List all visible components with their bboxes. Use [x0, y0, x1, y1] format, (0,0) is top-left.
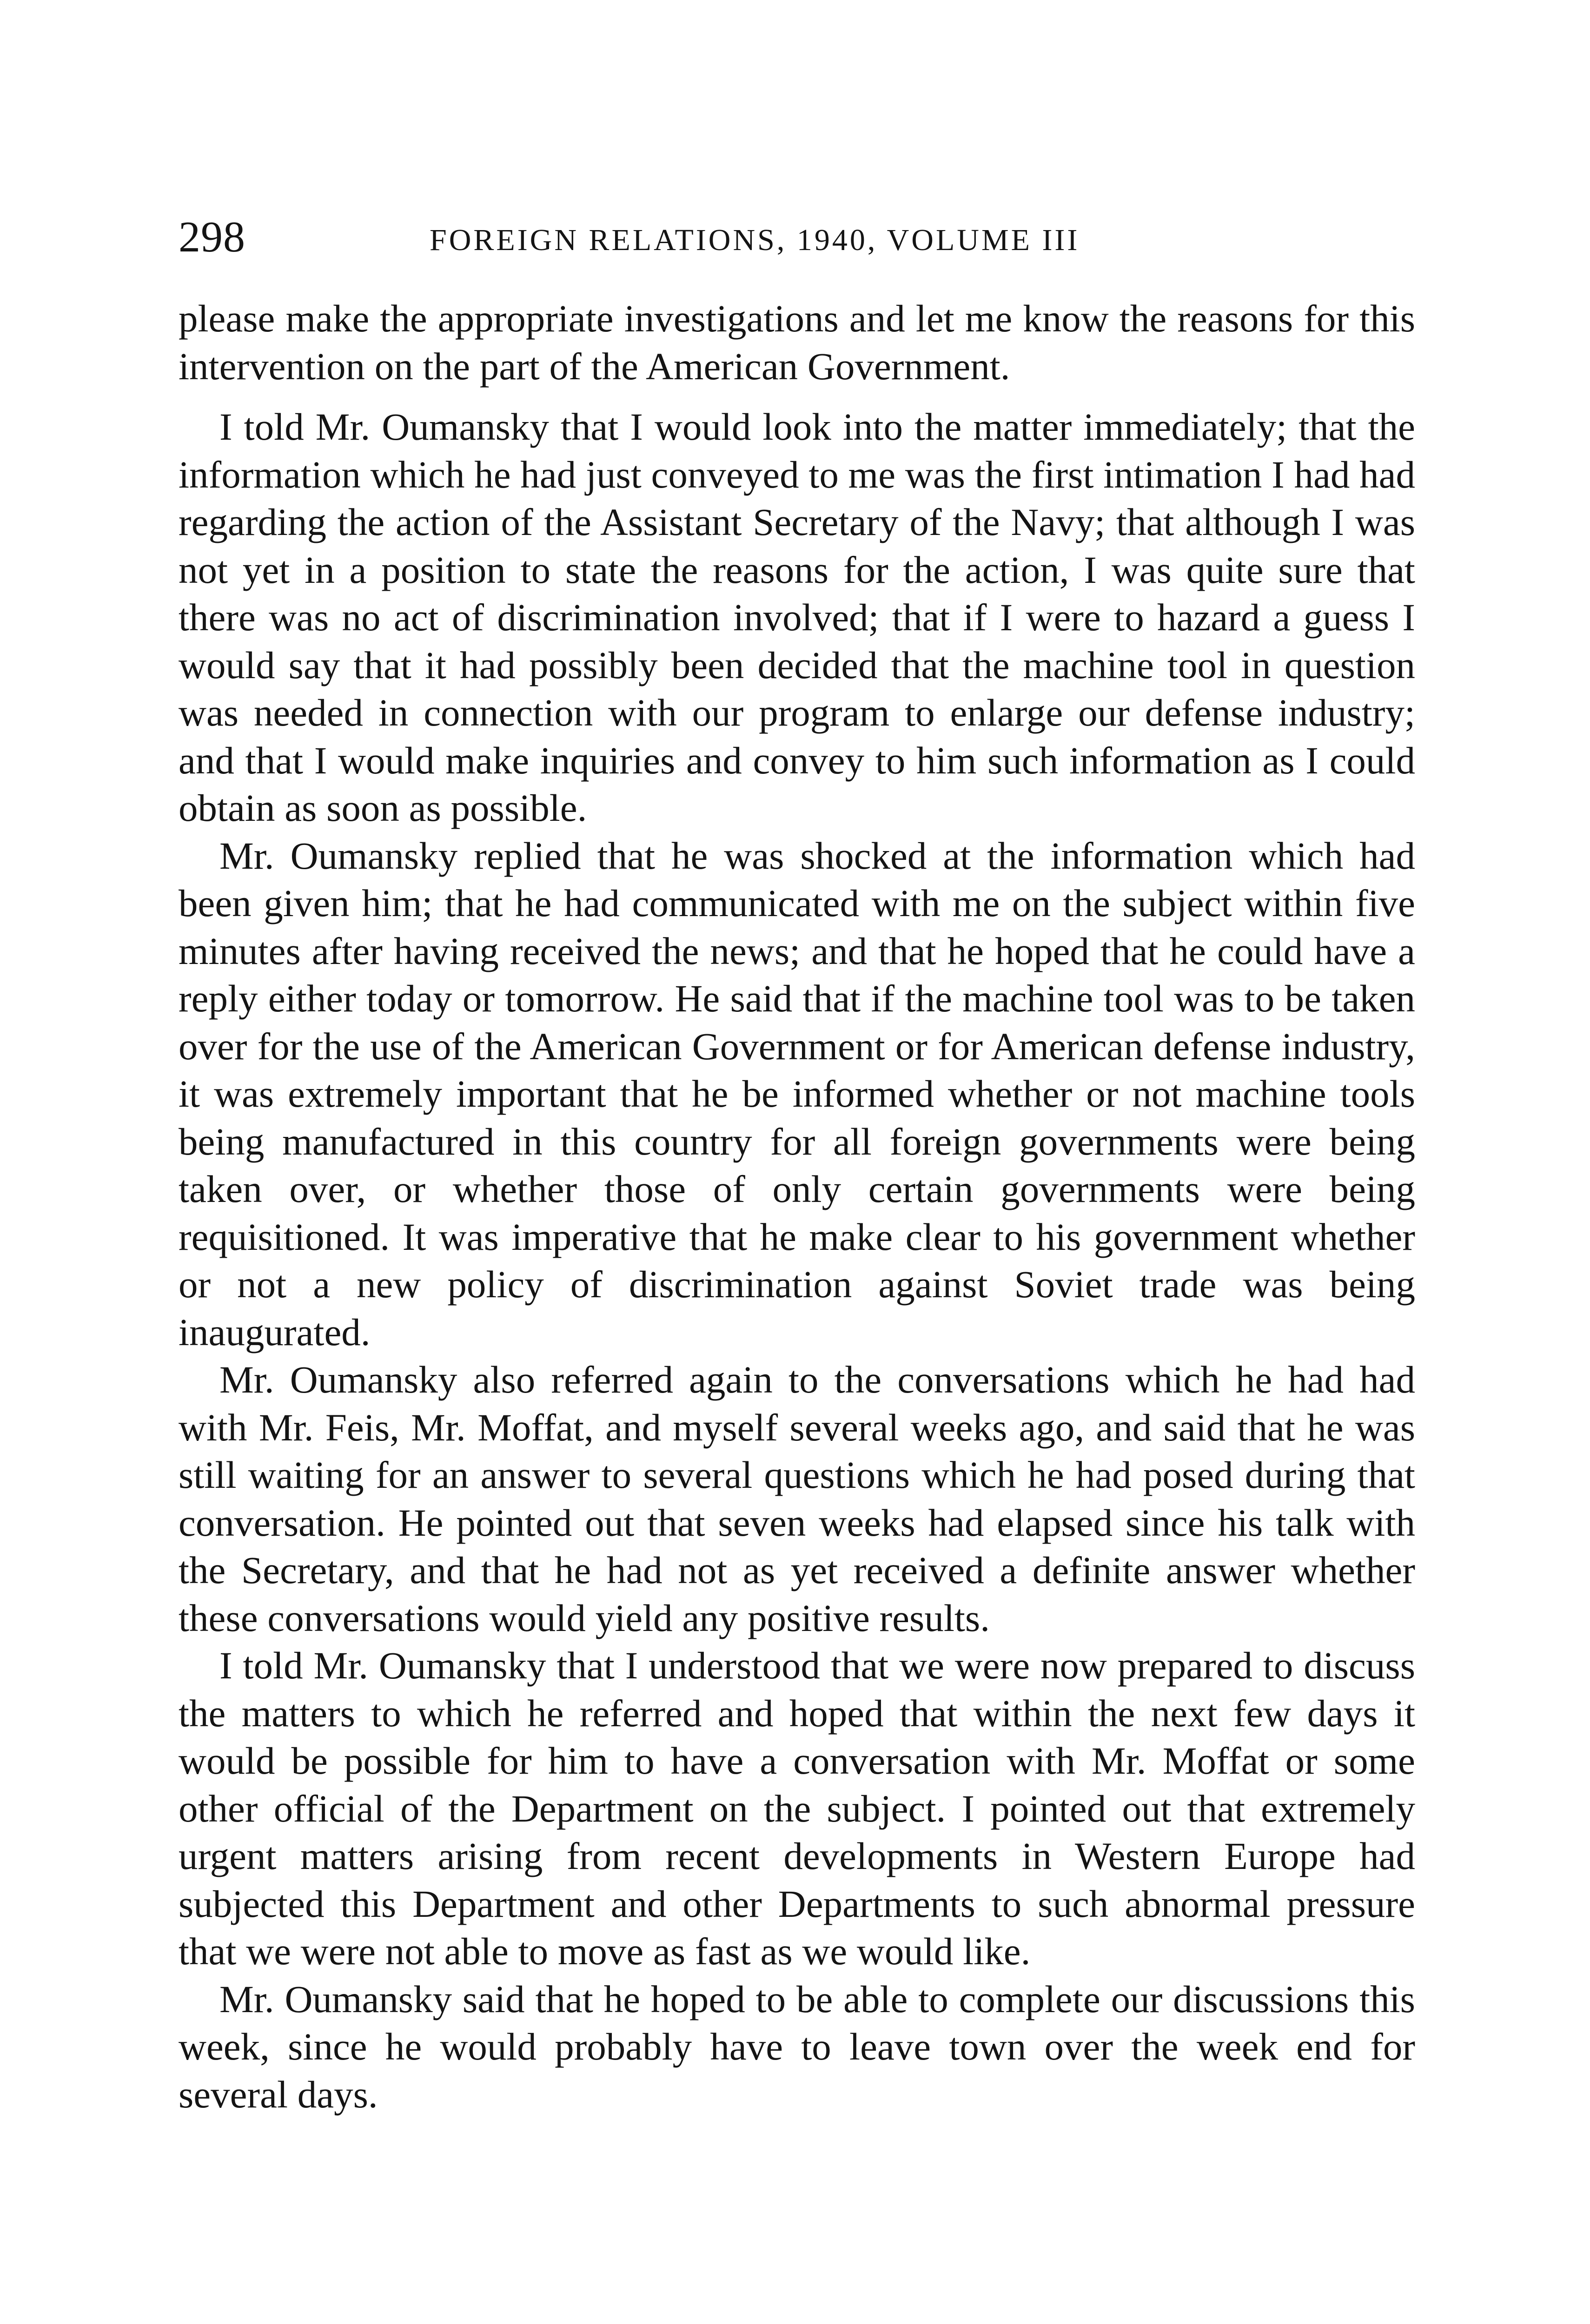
- paragraph: I told Mr. Oumansky that I would look into the matter immediately; that the information which he had just conveyed to me was the first intimation I had had regarding the action of the Assistant Secretary of the Navy; that although I was not yet in a position to state the reasons for the action, I was quite sure that there was no act of discrimination involved; that if I were to hazard a guess I would say that it had possibly been decided that the machine tool in question was needed in connection with our program to enlarge our defense industry; and that I would make inquiries and convey to him such information as I could obtain as soon as possible.: [179, 405, 1415, 829]
- paragraph: I told Mr. Oumansky that I understood that we were now prepared to discuss the matters to which he referred and hoped that within the next few days it would be possible for him to have a conversation with Mr. Moffat or some other official of the Department on the subject. I pointed out that extremely urgent matters arising from recent developments in Western Europe had subjected this Department and other Departments to such abnormal pressure that we were not able to move as fast as we would like.: [179, 1644, 1415, 1973]
- paragraph: Mr. Oumansky also referred again to the conversations which he had had with Mr. Feis, Mr. Moffat, and myself several weeks ago, and said that he was still waiting for an answer to several questions which he had posed during that conversation. He pointed out that seven weeks had elapsed since his talk with the Secretary, and that he had not as yet received a definite answer whether these conversations would yield any positive results.: [179, 1358, 1415, 1639]
- paragraph: Mr. Oumansky replied that he was shocked at the information which had been given him; that he had communicated with me on the subject within five minutes after having received the news; and that he hoped that he could have a reply either today or tomorrow. He said that if the machine tool was to be taken over for the use of the American Government or for American defense industry, it was extremely important that he be informed whether or not machine tools being manufactured in this country for all foreign governments were being taken over, or whether those of only certain governments were being requisitioned. It was imperative that he make clear to his government whether or not a new policy of discrimination against Soviet trade was being inaugurated.: [179, 834, 1415, 1353]
- paragraph: Mr. Oumansky said that he hoped to be able to complete our discussions this week, since he would probably have to leave town over the week end for several days.: [179, 1977, 1415, 2116]
- running-head: FOREIGN RELATIONS, 1940, VOLUME III: [430, 223, 1080, 257]
- page-number: 298: [179, 213, 245, 261]
- paragraph-continued: please make the appropriate investigations and let me know the reasons for this intervention on the part of the American Government.: [179, 297, 1415, 388]
- body-text: [179, 295, 1415, 2118]
- page-header: [179, 211, 1415, 263]
